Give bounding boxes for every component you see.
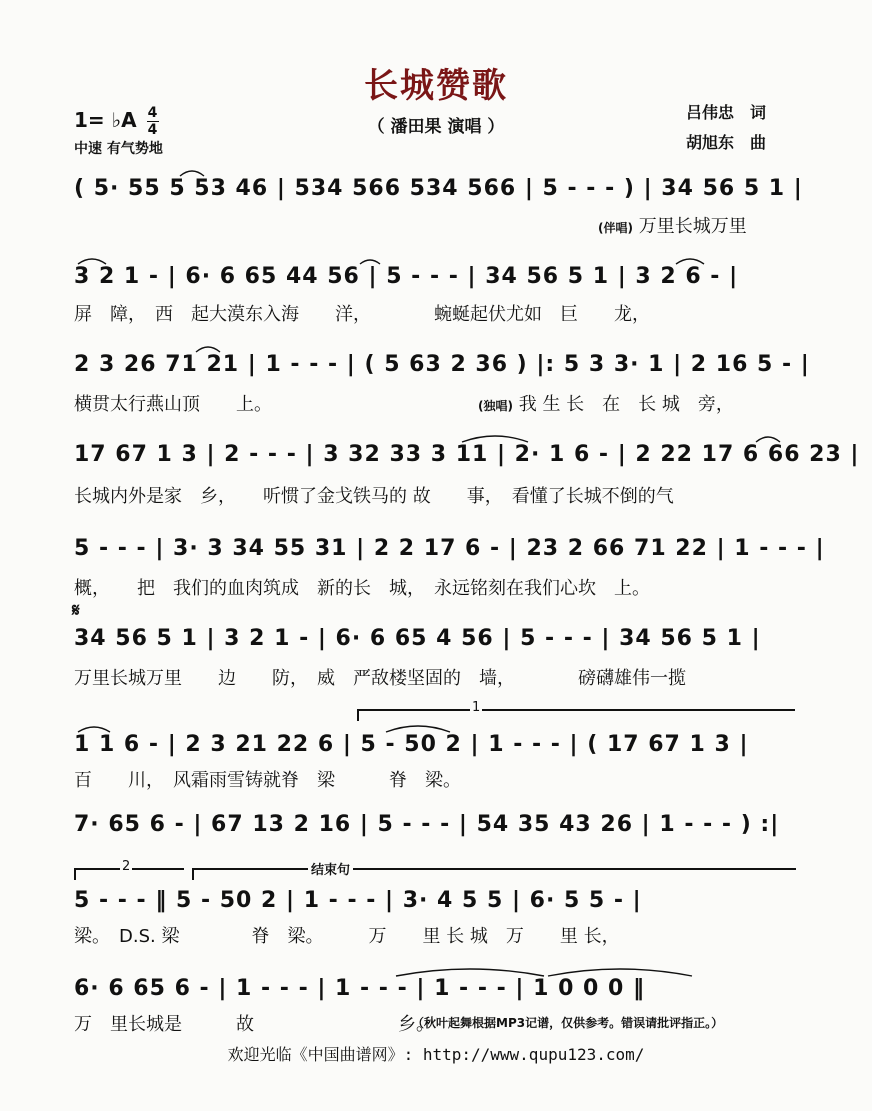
music-row-2: 3 2 1 - | 6· 6 65 44 56 | 5 - - - | 34 56 5 1 | 3 2 6 - | (74, 264, 739, 289)
lyric-text: 我 生 长 在 长 城 旁， (518, 394, 734, 415)
lyricist: 吕伟忠 词 (686, 103, 767, 122)
ending-label: 结束句 (308, 859, 353, 878)
lyric-row-3a: 横贯太行燕山顶 上。 (74, 394, 272, 415)
slur-mark (462, 436, 528, 442)
slur-mark (756, 437, 780, 442)
slur-mark (78, 727, 110, 732)
lyric-row-7: 百 川， 风霜雨雪铸就脊 梁 脊 梁。 (74, 770, 461, 791)
slur-mark (396, 969, 544, 976)
slur-mark (180, 171, 204, 176)
volta-1-label: 1 (472, 700, 481, 715)
music-row-6: 34 56 5 1 | 3 2 1 - | 6· 6 65 4 56 | 5 - - - | 34 56 5 1 | (74, 626, 761, 651)
lyric-row-5: 概， 把 我们的血肉筑成 新的长 城， 永远铭刻在我们心坎 上。 (74, 578, 650, 599)
slur-mark (78, 259, 106, 264)
slur-mark (386, 726, 450, 732)
lyric-row-2: 屏 障， 西 起大漠东入海 洋， 蜿蜒起伏尤如 巨 龙， (74, 304, 650, 325)
meter-top: 4 (147, 105, 158, 121)
segno-sign: 𝄋 (72, 600, 80, 621)
music-row-3: 2 3 26 71 21 | 1 - - - | ( 5 63 2 36 ) |: 5 3 3· 1 | 2 16 5 - | (74, 352, 810, 377)
transcription-note: （秋叶起舞根据MP3记谱，仅供参考。错误请批评指正。） (412, 1016, 724, 1030)
lyric-note: (伴唱) (598, 221, 633, 235)
music-row-9: 5 - - - ‖ 5 - 50 2 | 1 - - - | 3· 4 5 5 | 6· 5 5 - | (74, 888, 642, 913)
music-row-1: ( 5· 55 5 53 46 | 534 566 534 566 | 5 - - - ) | 34 56 5 1 | (74, 176, 803, 201)
music-row-4: 17 67 1 3 | 2 - - - | 3 32 33 3 11 | 2· 1 6 - | 2 22 17 6 66 23 | (74, 442, 860, 467)
lyric-row-4: 长城内外是家 乡， 听惯了金戈铁马的 故 事， 看懂了长城不倒的气 (74, 486, 674, 507)
music-row-7: 1 1 6 - | 2 3 21 22 6 | 5 - 50 2 | 1 - - - | ( 17 67 1 3 | (74, 732, 749, 757)
composer: 胡旭东 曲 (686, 133, 767, 152)
music-row-10: 6· 6 65 6 - | 1 - - - | 1 - - - | 1 - - - | 1 0 0 0 ‖ (74, 976, 645, 1001)
lyric-row-9: 梁。 D.S. 梁 脊 梁。 万 里 长 城 万 里 长， (74, 926, 620, 947)
slur-mark (548, 969, 692, 976)
performer: （ 潘田果 演唱 ） (367, 117, 505, 137)
volta-2-label: 2 (122, 859, 131, 874)
meter-bottom: 4 (147, 122, 158, 138)
music-row-8: 7· 65 6 - | 67 13 2 16 | 5 - - - | 54 35 43 26 | 1 - - - ) :| (74, 812, 780, 837)
lyric-note: (独唱) (478, 399, 513, 413)
site-footer: 欢迎光临《中国曲谱网》: http://www.qupu123.com/ (227, 1045, 645, 1064)
lyric-text: 万里长城万里 (638, 216, 747, 237)
song-title: 长城赞歌 (364, 66, 508, 106)
slur-mark (676, 259, 704, 264)
music-row-5: 5 - - - | 3· 3 34 55 31 | 2 2 17 6 - | 23 2 66 71 22 | 1 - - - | (74, 536, 825, 561)
key-label: 1= ♭A (74, 108, 137, 132)
lyric-row-6: 万里长城万里 边 防， 威 严敌楼坚固的 墙， 磅礴雄伟一揽 (74, 668, 686, 689)
slur-mark (196, 347, 220, 352)
lyric-row-10: 万 里长城是 故 乡。 (74, 1014, 434, 1035)
tempo-marking: 中速 有气势地 (74, 141, 163, 157)
slur-mark (360, 260, 380, 264)
